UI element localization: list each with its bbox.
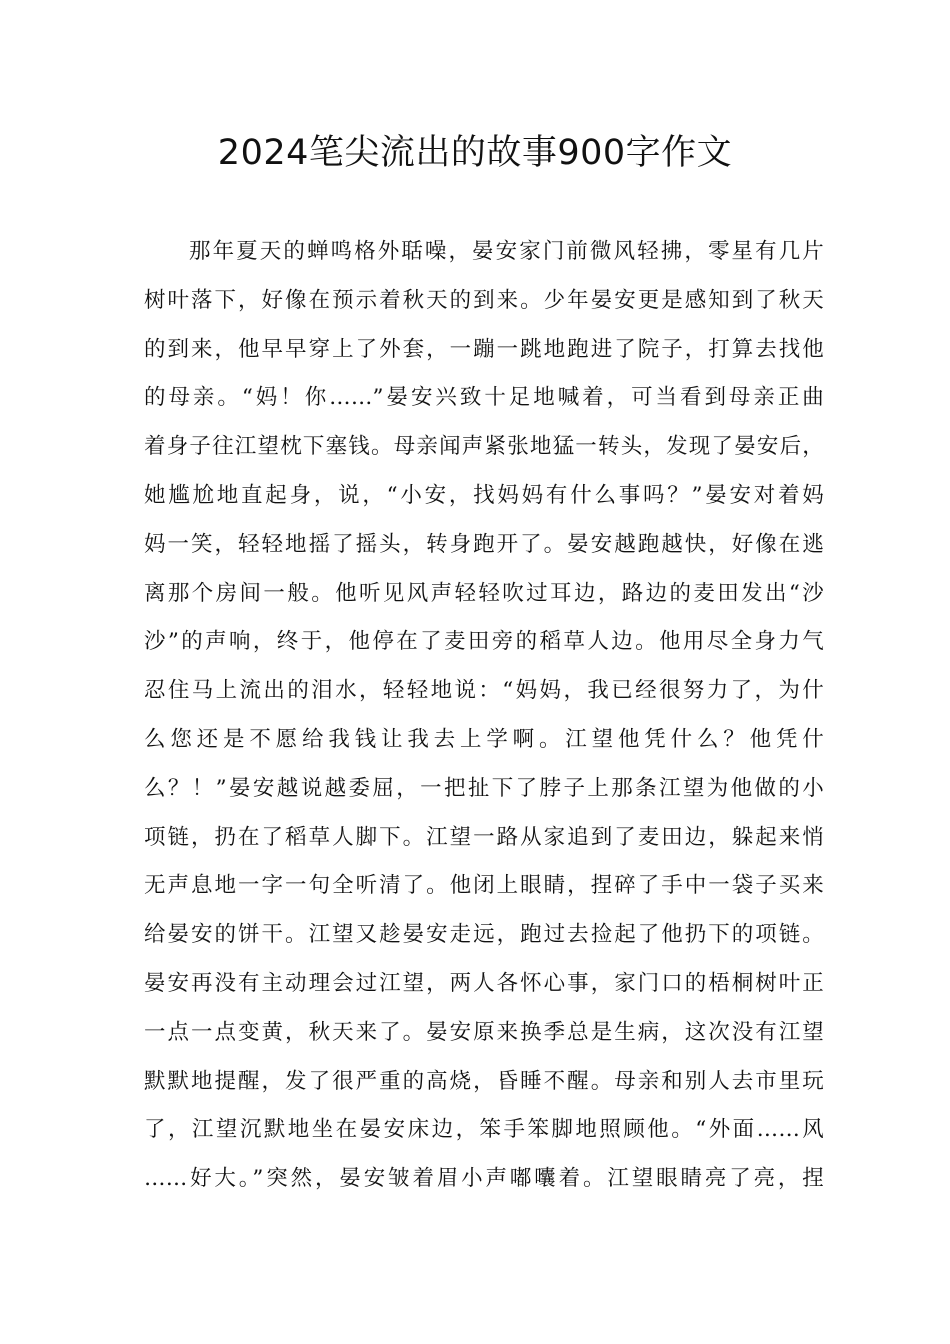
essay-line: 么？！”晏安越说越委屈，一把扯下了脖子上那条江望为他做的小 [144, 775, 824, 801]
essay-line: 晏安再没有主动理会过江望，两人各怀心事，家门口的梧桐树叶正 [144, 970, 824, 996]
essay-line: 给晏安的饼干。江望又趁晏安走远，跑过去捡起了他扔下的项链。 [144, 922, 824, 948]
essay-line: 的母亲。“妈！你……”晏安兴致十足地喊着，可当看到母亲正曲 [144, 385, 824, 411]
essay-line: 忍住马上流出的泪水，轻轻地说：“妈妈，我已经很努力了，为什 [144, 678, 824, 704]
essay-line: 一点一点变黄，秋天来了。晏安原来换季总是生病，这次没有江望 [144, 1019, 824, 1045]
essay-body [144, 228, 824, 1204]
essay-line: 那年夏天的蝉鸣格外聒噪，晏安家门前微风轻拂，零星有几片 [189, 239, 824, 264]
essay-line: 着身子往江望枕下塞钱。母亲闻声紧张地猛一转头，发现了晏安后， [144, 434, 824, 460]
essay-line: ……好大。”突然，晏安皱着眉小声嘟囔着。江望眼睛亮了亮，捏 [144, 1166, 824, 1192]
essay-line: 离那个房间一般。他听见风声轻轻吹过耳边，路边的麦田发出“沙 [144, 580, 824, 606]
essay-line: 沙”的声响，终于，他停在了麦田旁的稻草人边。他用尽全身力气 [144, 629, 824, 655]
essay-line: 默默地提醒，发了很严重的高烧，昏睡不醒。母亲和别人去市里玩 [144, 1068, 824, 1094]
document-title: 2024笔尖流出的故事900字作文 [217, 133, 733, 173]
essay-line: 项链，扔在了稻草人脚下。江望一路从家追到了麦田边，躲起来悄 [144, 824, 824, 850]
essay-line: 了，江望沉默地坐在晏安床边，笨手笨脚地照顾他。“外面……风 [144, 1117, 824, 1143]
essay-line: 么您还是不愿给我钱让我去上学啊。江望他凭什么？他凭什 [144, 726, 824, 752]
essay-line: 的到来，他早早穿上了外套，一蹦一跳地跑进了院子，打算去找他 [144, 336, 824, 362]
essay-line: 妈一笑，轻轻地摇了摇头，转身跑开了。晏安越跑越快，好像在逃 [144, 531, 824, 557]
essay-line: 无声息地一字一句全听清了。他闭上眼睛，捏碎了手中一袋子买来 [144, 873, 824, 899]
essay-line: 树叶落下，好像在预示着秋天的到来。少年晏安更是感知到了秋天 [144, 287, 824, 313]
essay-line: 她尴尬地直起身，说，“小安，找妈妈有什么事吗？”晏安对着妈 [144, 482, 824, 508]
